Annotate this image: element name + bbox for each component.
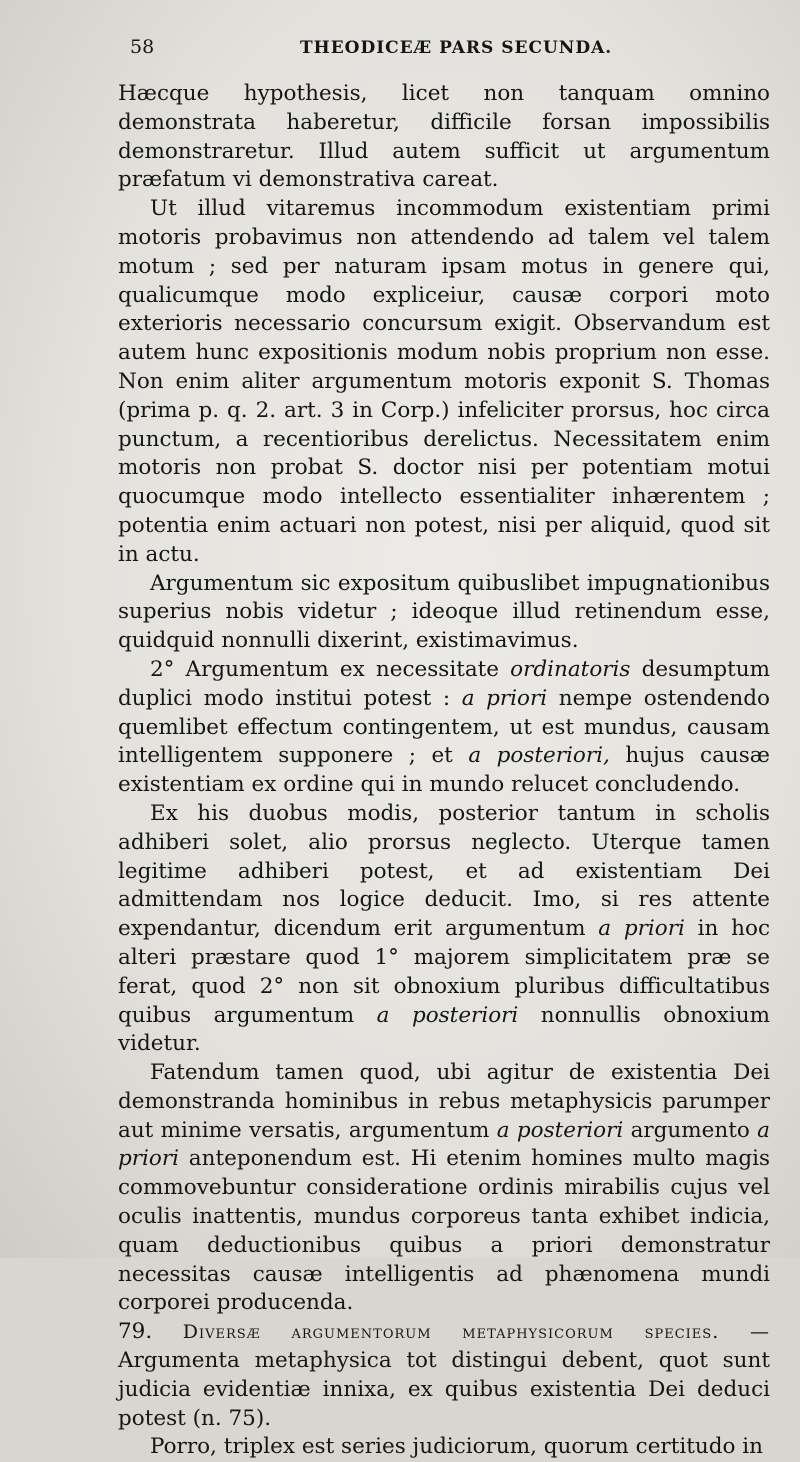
text-segment: hujus causæ existentiam ex ordine qui in mundo relucet concludendo.: [118, 743, 771, 798]
italic-term: a priori: [598, 916, 685, 942]
paragraph-5: [118, 800, 770, 1059]
running-title: THEODICEÆ PARS SECUNDA.: [300, 38, 613, 58]
italic-term: ordinatoris: [510, 656, 631, 682]
paragraph-8: Porro, triplex est series judiciorum, quorum certitudo in: [150, 1434, 763, 1460]
page-header: [130, 36, 770, 66]
page-number: 58: [130, 36, 155, 58]
body-text: [118, 80, 770, 1462]
paragraph-3: Argumentum sic expositum quibuslibet impugnationibus superius nobis videtur ; ideoque illud retinendum esse, quidquid nonnulli dixerint, existimavimus.: [118, 570, 770, 654]
section-title: Diversæ argumentorum metaphysicorum species. —: [182, 1321, 770, 1344]
paragraph-2: Ut illud vitaremus incommodum existentiam primi motoris probavimus non attendendo ad talem vel talem motum ; sed per naturam ipsam motus in genere qui, qualicumque modo expliceiur, causæ corpori moto exterioris necessario concursum exigit. Observandum est autem hunc expositionis modum nobis proprium non esse. Non enim aliter argumentum motoris exponit S. Thomas (prima p. q. 2. art. 3 in Corp.) infeliciter prorsus, hoc circa punctum, a recentioribus derelictus. Necessitatem enim motoris non probat S. doctor nisi per potentiam motui quocumque modo intellecto essentialiter inhærentem ; potentia enim actuari non potest, nisi per aliquid, quod sit in actu.: [118, 196, 770, 567]
text-segment: anteponendum est. Hi etenim homines multo magis commovebuntur consideratione ordinis mirabilis cujus vel oculis inattentis, mundus corporeus tanta exhibet indicia, quam deductionibus quibus a priori demonstratur necessitas causæ intelligentis ad phænomena mundi corporei producenda.: [118, 1146, 770, 1316]
section-number: 79.: [118, 1319, 153, 1345]
text-segment: 2° Argumentum ex necessitate: [150, 656, 511, 682]
section-79: [118, 1318, 770, 1433]
italic-term: a posteriori: [496, 1117, 624, 1143]
section-text: Argumenta metaphysica tot distingui debent, quot sunt judicia evidentiæ innixa, ex quibus existentia Dei deduci potest (n. 75).: [118, 1348, 770, 1431]
paragraph-6: [118, 1059, 770, 1318]
text-segment: argumento: [623, 1117, 758, 1143]
paragraph-4: [118, 656, 770, 800]
text-segment: nonnullis obnoxium videtur.: [118, 1002, 770, 1057]
text-segment: nempe ostendendo quemlibet effectum contingentem, ut est mundus, causam intelligentem supponere ; et: [118, 685, 770, 769]
italic-term: a posteriori,: [468, 743, 610, 769]
italic-term: a priori: [118, 1117, 770, 1172]
italic-term: a posteriori: [376, 1002, 519, 1028]
text-segment: Fatendum tamen quod, ubi agitur de existentia Dei demonstranda hominibus in rebus metaphysicis parumper aut minime versatis, argumentum: [118, 1060, 770, 1143]
text-segment: desumptum duplici modo institui potest :: [118, 656, 770, 711]
paragraph-1: Hæcque hypothesis, licet non tanquam omnino demonstrata haberetur, difficile forsan impossibilis demonstraretur. Illud autem sufficit ut argumentum præfatum vi demonstrativa careat.: [118, 81, 770, 193]
italic-term: a priori: [461, 685, 548, 711]
text-segment: Ex his duobus modis, posterior tantum in scholis adhiberi solet, alio prorsus neglecto. Uterque tamen legitime adhiberi potest, et ad existentiam Dei admittendam nos logice deducit. Imo, si res attente expendantur, dicendum erit argumentum: [118, 800, 770, 942]
text-segment: in hoc alteri præstare quod 1° majorem simplicitatem præ se ferat, quod 2° non sit obnoxium pluribus difficultatibus quibus argumentum: [118, 916, 770, 1028]
